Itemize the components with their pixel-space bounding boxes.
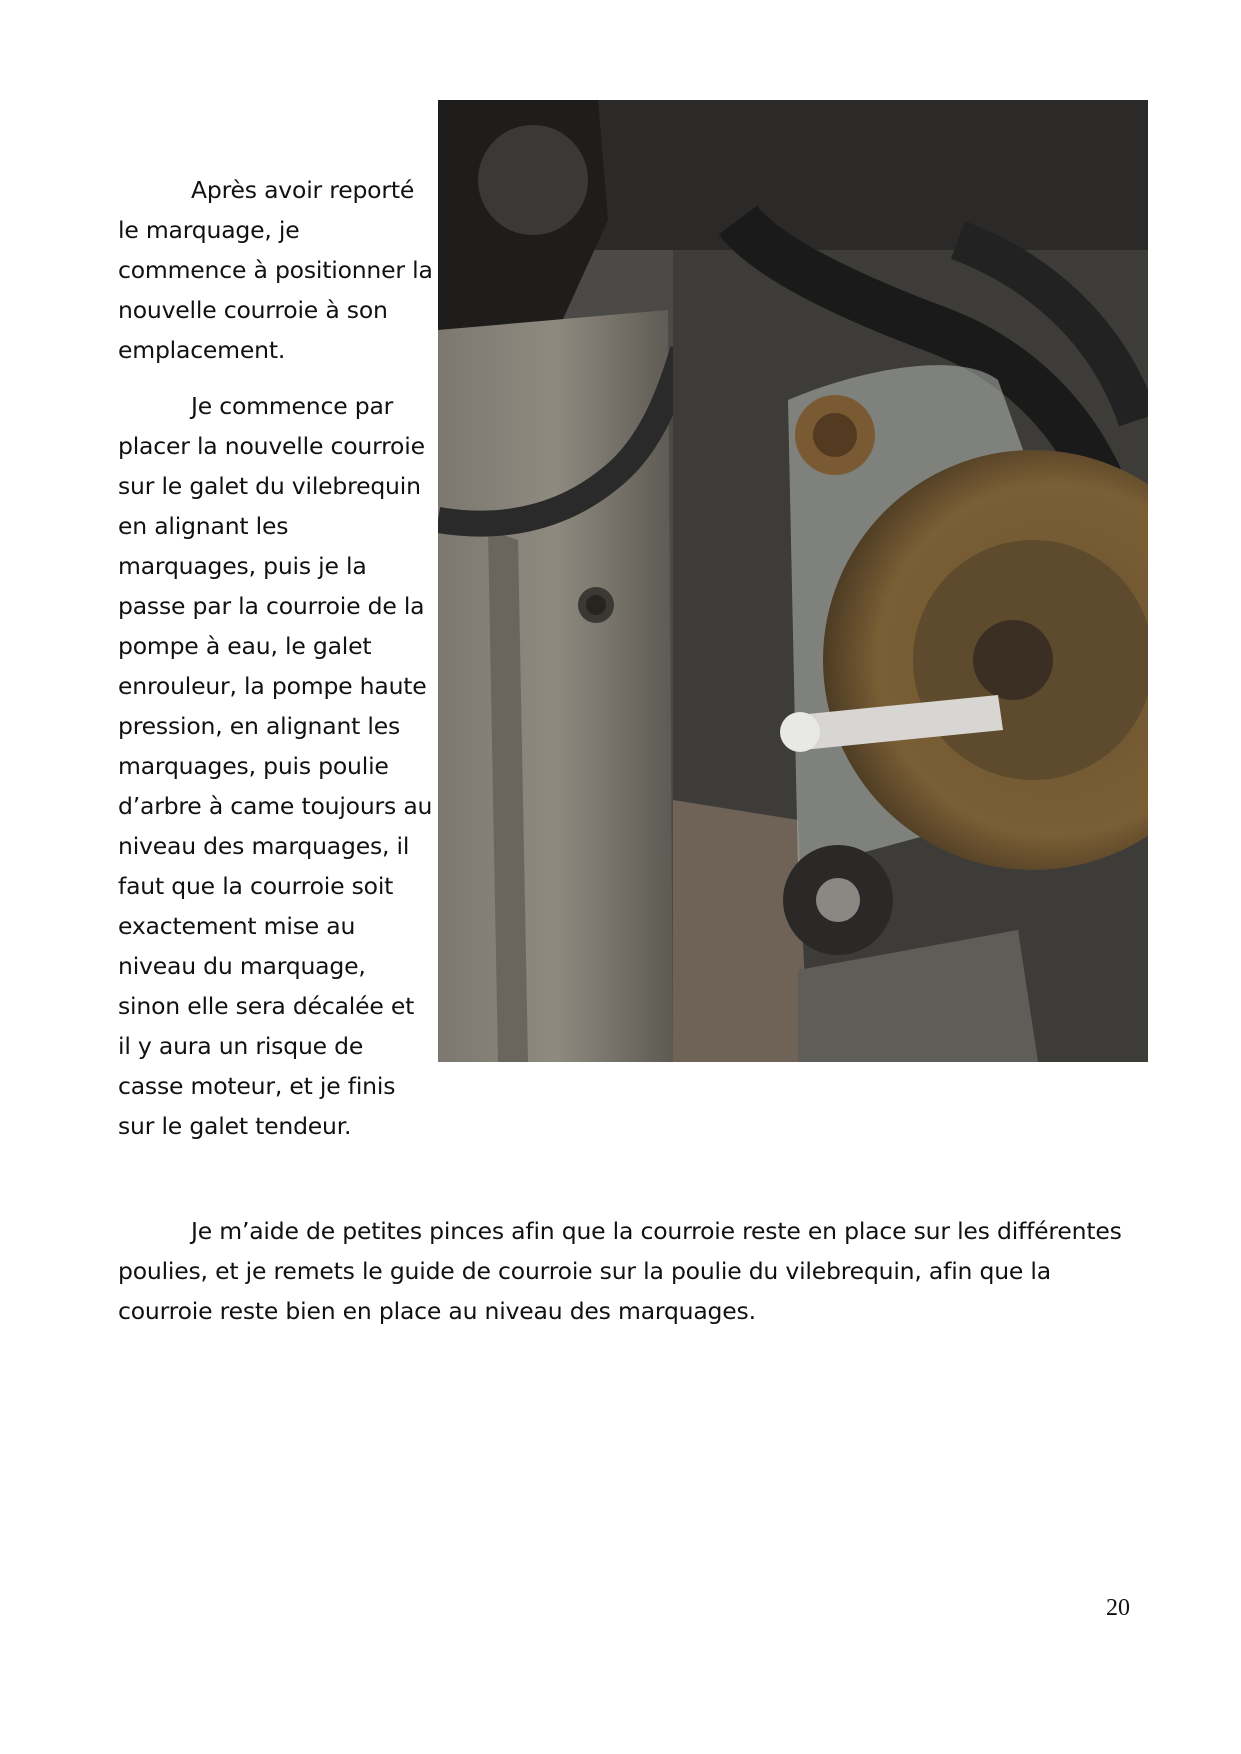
- engine-photo-illustration: [438, 100, 1148, 1062]
- timing-belt-photo: [438, 100, 1148, 1062]
- left-text-column: [118, 170, 433, 1162]
- bottom-text-block: [118, 1211, 1128, 1331]
- paragraph-pliers: Je m’aide de petites pinces afin que la courroie reste en place sur les différentes poulies, et je remets le guide de courroie sur la poulie du vilebrequin, afin que la courroie reste bien en place au niveau des marquages.: [118, 1217, 1122, 1325]
- paragraph-intro: Après avoir reporté le marquage, je commence à positionner la nouvelle courroie à son emplacement.: [118, 176, 433, 364]
- paragraph-belt-routing: Je commence par placer la nouvelle courroie sur le galet du vilebrequin en alignant les marquages, puis je la passe par la courroie de la pompe à eau, le galet enrouleur, la pompe haute pression, en alignant les marquages, puis poulie d’arbre à came toujours au niveau des marquages, il faut que la courroie soit exactement mise au niveau du marquage, sinon elle sera décalée et il y aura un risque de casse moteur, et je finis sur le galet tendeur.: [118, 392, 433, 1140]
- page-number: 20: [1106, 1595, 1130, 1621]
